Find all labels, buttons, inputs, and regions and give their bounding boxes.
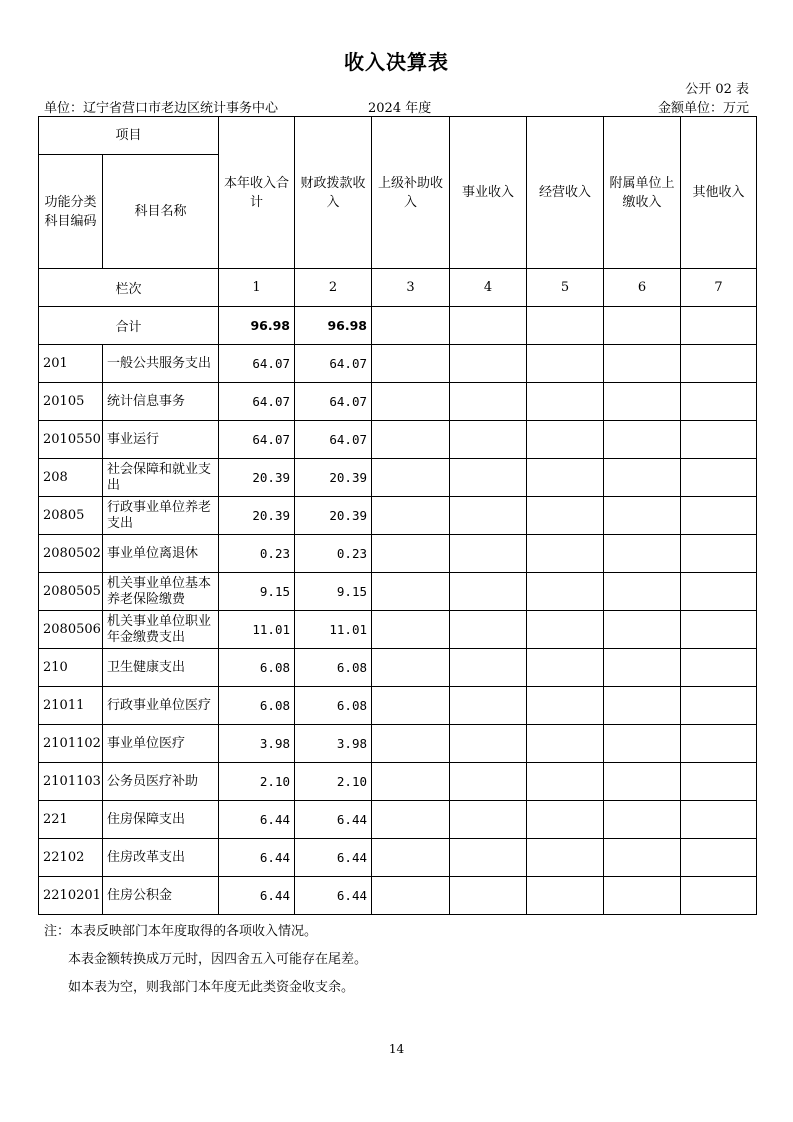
subject-code: 2101103	[39, 763, 103, 801]
empty-cell	[450, 839, 527, 877]
fiscal-value: 0.23	[295, 535, 372, 573]
empty-cell	[372, 497, 450, 535]
note-line: 如本表为空，则我部门本年度无此类资金收支余。	[68, 980, 355, 995]
total-income-value: 6.44	[219, 877, 295, 915]
empty-cell	[372, 383, 450, 421]
empty-cell	[681, 497, 757, 535]
empty-cell	[450, 763, 527, 801]
empty-cell	[372, 535, 450, 573]
form-number: 公开 02 表	[685, 82, 749, 97]
table-row	[39, 459, 757, 497]
empty-cell	[372, 345, 450, 383]
table-row	[39, 687, 757, 725]
empty-cell	[527, 345, 604, 383]
empty-cell	[604, 535, 681, 573]
subject-code: 2101102	[39, 725, 103, 763]
empty-cell	[604, 763, 681, 801]
table-row	[39, 611, 757, 649]
header-col-3: 上级补助收入	[372, 117, 450, 269]
income-table	[38, 116, 757, 915]
subject-code: 2080506	[39, 611, 103, 649]
header-col-6: 附属单位上缴收入	[604, 117, 681, 269]
empty-cell	[527, 877, 604, 915]
col-number-3: 3	[372, 269, 450, 307]
fiscal-value: 11.01	[295, 611, 372, 649]
amount-unit-label: 金额单位：万元	[657, 101, 749, 116]
empty-cell	[681, 611, 757, 649]
empty-cell	[450, 877, 527, 915]
subject-name: 统计信息事务	[103, 383, 219, 421]
empty-cell	[372, 763, 450, 801]
empty-cell	[372, 877, 450, 915]
header-col-1: 本年收入合计	[219, 117, 295, 269]
total-income-value: 6.44	[219, 839, 295, 877]
total-label: 合计	[39, 307, 219, 345]
total-income-value: 64.07	[219, 345, 295, 383]
subject-name: 住房保障支出	[103, 801, 219, 839]
empty-cell	[681, 649, 757, 687]
fiscal-value: 6.08	[295, 649, 372, 687]
subject-name: 社会保障和就业支出	[103, 459, 219, 497]
empty-cell	[681, 421, 757, 459]
empty-cell	[450, 687, 527, 725]
subject-name: 事业单位离退休	[103, 535, 219, 573]
fiscal-value: 20.39	[295, 497, 372, 535]
empty-cell	[372, 687, 450, 725]
header-item: 项目	[39, 117, 219, 155]
empty-cell	[604, 801, 681, 839]
subject-name: 卫生健康支出	[103, 649, 219, 687]
total-income-value: 2.10	[219, 763, 295, 801]
note-line: 本表金额转换成万元时，因四舍五入可能存在尾差。	[68, 952, 368, 967]
empty-cell	[604, 877, 681, 915]
header-col-2: 财政拨款收入	[295, 117, 372, 269]
empty-cell	[450, 497, 527, 535]
empty-cell	[681, 573, 757, 611]
empty-cell	[527, 839, 604, 877]
fiscal-value: 64.07	[295, 345, 372, 383]
empty-cell	[681, 535, 757, 573]
total-income-value: 0.23	[219, 535, 295, 573]
total-income-value: 11.01	[219, 611, 295, 649]
notes	[44, 918, 367, 1002]
empty-cell	[681, 345, 757, 383]
subject-name: 行政事业单位医疗	[103, 687, 219, 725]
subject-code: 208	[39, 459, 103, 497]
empty-cell	[372, 307, 450, 345]
fiscal-value: 6.44	[295, 877, 372, 915]
table-row	[39, 573, 757, 611]
empty-cell	[604, 345, 681, 383]
table-row	[39, 497, 757, 535]
total-income-value: 6.08	[219, 687, 295, 725]
empty-cell	[450, 801, 527, 839]
subject-name: 机关事业单位职业年金缴费支出	[103, 611, 219, 649]
empty-cell	[604, 839, 681, 877]
total-income-value: 20.39	[219, 459, 295, 497]
empty-cell	[372, 459, 450, 497]
subject-code: 22102	[39, 839, 103, 877]
empty-cell	[681, 459, 757, 497]
fiscal-value: 3.98	[295, 725, 372, 763]
empty-cell	[604, 421, 681, 459]
empty-cell	[527, 307, 604, 345]
empty-cell	[527, 421, 604, 459]
header-col-5: 经营收入	[527, 117, 604, 269]
page-title: 收入决算表	[344, 50, 449, 74]
subject-name: 住房公积金	[103, 877, 219, 915]
empty-cell	[681, 763, 757, 801]
empty-cell	[450, 307, 527, 345]
total-income-value: 6.08	[219, 649, 295, 687]
subject-name: 一般公共服务支出	[103, 345, 219, 383]
empty-cell	[527, 497, 604, 535]
fiscal-value: 6.08	[295, 687, 372, 725]
empty-cell	[450, 725, 527, 763]
col-number-7: 7	[681, 269, 757, 307]
empty-cell	[450, 611, 527, 649]
total-row	[39, 307, 757, 345]
subject-code: 221	[39, 801, 103, 839]
empty-cell	[527, 649, 604, 687]
empty-cell	[372, 725, 450, 763]
total-income-value: 6.44	[219, 801, 295, 839]
empty-cell	[527, 459, 604, 497]
subject-code: 2010550	[39, 421, 103, 459]
table-row	[39, 725, 757, 763]
note-line: 注：本表反映部门本年度取得的各项收入情况。	[44, 924, 318, 939]
col-number-4: 4	[450, 269, 527, 307]
table-row	[39, 649, 757, 687]
empty-cell	[604, 459, 681, 497]
empty-cell	[681, 383, 757, 421]
header-name: 科目名称	[103, 155, 219, 269]
empty-cell	[372, 839, 450, 877]
total-income-value: 96.98	[219, 307, 295, 345]
header-col-4: 事业收入	[450, 117, 527, 269]
total-income-value: 20.39	[219, 497, 295, 535]
col-number-1: 1	[219, 269, 295, 307]
empty-cell	[450, 459, 527, 497]
subject-code: 20105	[39, 383, 103, 421]
empty-cell	[450, 345, 527, 383]
empty-cell	[527, 801, 604, 839]
empty-cell	[681, 839, 757, 877]
subject-name: 事业运行	[103, 421, 219, 459]
empty-cell	[450, 649, 527, 687]
table-row	[39, 763, 757, 801]
empty-cell	[681, 801, 757, 839]
table-row	[39, 345, 757, 383]
empty-cell	[681, 687, 757, 725]
fiscal-value: 6.44	[295, 839, 372, 877]
empty-cell	[527, 611, 604, 649]
empty-cell	[450, 383, 527, 421]
empty-cell	[527, 725, 604, 763]
subject-code: 20805	[39, 497, 103, 535]
empty-cell	[527, 573, 604, 611]
subject-code: 2080502	[39, 535, 103, 573]
table-row	[39, 801, 757, 839]
empty-cell	[372, 611, 450, 649]
col-number-2: 2	[295, 269, 372, 307]
subject-code: 21011	[39, 687, 103, 725]
table-row	[39, 421, 757, 459]
empty-cell	[527, 763, 604, 801]
empty-cell	[604, 649, 681, 687]
total-income-value: 9.15	[219, 573, 295, 611]
total-income-value: 64.07	[219, 421, 295, 459]
empty-cell	[372, 421, 450, 459]
subject-code: 201	[39, 345, 103, 383]
subject-name: 住房改革支出	[103, 839, 219, 877]
fiscal-value: 6.44	[295, 801, 372, 839]
fiscal-value: 2.10	[295, 763, 372, 801]
empty-cell	[604, 383, 681, 421]
subject-name: 行政事业单位养老支出	[103, 497, 219, 535]
empty-cell	[604, 497, 681, 535]
fiscal-value: 64.07	[295, 383, 372, 421]
total-fiscal-value: 96.98	[295, 307, 372, 345]
header-code: 功能分类科目编码	[39, 155, 103, 269]
subject-name: 公务员医疗补助	[103, 763, 219, 801]
table-row	[39, 535, 757, 573]
total-income-value: 3.98	[219, 725, 295, 763]
subject-code: 210	[39, 649, 103, 687]
page-number: 14	[388, 1042, 405, 1056]
empty-cell	[450, 573, 527, 611]
empty-cell	[604, 573, 681, 611]
unit-label: 单位：辽宁省营口市老边区统计事务中心	[44, 101, 279, 116]
empty-cell	[527, 687, 604, 725]
subject-name: 事业单位医疗	[103, 725, 219, 763]
fiscal-year: 2024 年度	[368, 101, 432, 116]
subject-name: 机关事业单位基本养老保险缴费	[103, 573, 219, 611]
table-row	[39, 877, 757, 915]
fiscal-value: 64.07	[295, 421, 372, 459]
subject-code: 2210201	[39, 877, 103, 915]
fiscal-value: 20.39	[295, 459, 372, 497]
empty-cell	[604, 687, 681, 725]
empty-cell	[372, 573, 450, 611]
empty-cell	[681, 307, 757, 345]
total-income-value: 64.07	[219, 383, 295, 421]
empty-cell	[527, 383, 604, 421]
row-label-cell: 栏次	[39, 269, 219, 307]
empty-cell	[681, 877, 757, 915]
header-col-7: 其他收入	[681, 117, 757, 269]
col-number-5: 5	[527, 269, 604, 307]
empty-cell	[450, 535, 527, 573]
empty-cell	[604, 307, 681, 345]
empty-cell	[604, 611, 681, 649]
table-row	[39, 839, 757, 877]
fiscal-value: 9.15	[295, 573, 372, 611]
empty-cell	[681, 725, 757, 763]
col-number-6: 6	[604, 269, 681, 307]
table-row	[39, 383, 757, 421]
empty-cell	[604, 725, 681, 763]
empty-cell	[372, 801, 450, 839]
empty-cell	[527, 535, 604, 573]
empty-cell	[450, 421, 527, 459]
subject-code: 2080505	[39, 573, 103, 611]
empty-cell	[372, 649, 450, 687]
